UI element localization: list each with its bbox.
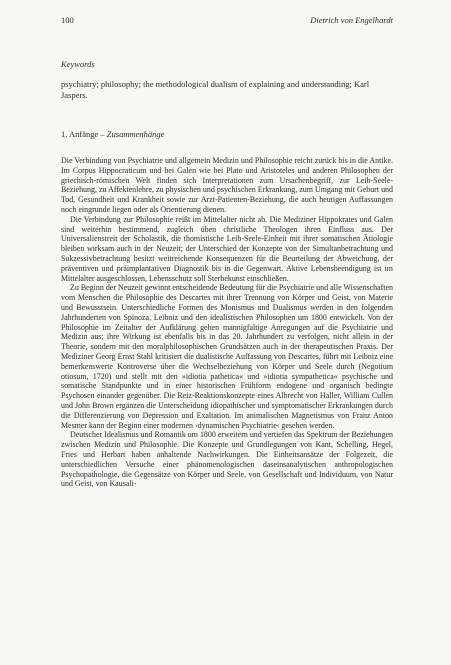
paragraph: Die Verbindung von Psychiatrie und allgemein Medizin und Philosophie reicht zurück bis in die Antike. Im Corpus Hippocraticum und bei Galen wie bei Plato und Aristoteles und anderen Philosophen der griechisch-römischen Welt finden sich Interpretationen zum Ursachenbegriff, zur Leib-Seele-Beziehung, zu Affektenlehre, zu physischen und psychischen Erkrankung, zum Umgang mit Geburt und Tod, Gesundheit und Krankheit sowie zur Arzt-Patienten-Beziehung, die auch heutigen Auffassungen noch eingrunde liegen oder als Orientierung dienen.	[61, 156, 393, 214]
running-header	[61, 14, 393, 26]
paragraph: Deutscher Idealismus und Romantik um 1800 erweitern und vertiefen das Spektrum der Beziehungen zwischen Medizin und Philosophie. Die Konzepte und Grundlegungen von Kant, Schelling, Hegel, Fries und Herbart haben anhaltende Nachwirkungen. Die Einheitsansätze der Folgezeit, die unterschiedlichen Versuche einer phänomenologischen daseinsanalytischen anthropologischen Psychopathologie, die Gegensätze von Körper und Seele, von Gesellschaft und Individuum, von Natur und Geist, von Kausali-	[61, 430, 393, 489]
section-title: Zusammenhänge	[106, 129, 165, 139]
running-head-author: Dietrich von Engelhardt	[310, 15, 393, 25]
keywords-heading: Keywords	[61, 59, 95, 69]
paragraph: Die Verbindung zur Philosophie reißt im Mittelalter nicht ab. Die Mediziner Hippokrates und Galen sind weiterhin bestimmend, zugleich üben christliche Theologen ihren Einfluss aus. Der Universalienstreit der Scholastik, die thomistische Leib-Seele-Einheit mit ihrer somatischen Ätiologie bleiben wirksam auch in der Neuzeit; der Unterschied der Konzepte von der Simultanbetrachtung und Sukzessivbetrachtung besitzt weitreichende Konsequenzen für die Beurteilung der Abweichung, der präventiven und präimplantativen Diagnostik bis in die Gegenwart. Aktive Lebensbeendigung ist im Mittelalter ausgeschlossen, Lebensschutz soll Sterbekunst einschließen.	[61, 214, 393, 283]
page-number: 100	[61, 15, 74, 25]
section-number: 1. Anfänge –	[61, 129, 107, 139]
paragraph: Zu Beginn der Neuzeit gewinnt entscheidende Bedeutung für die Psychiatrie und alle Wissenschaften vom Menschen die Philosophie des Descartes mit ihrer Trennung von Körper und Geist, von Materie und Bewusstsein. Unterschiedliche Formen des Monismus und Dualismus werden in den folgenden Jahrhunderten von Spinoza, Leibniz und den idealistischen Philosophen um 1800 entwickelt. Von der Philosophie im Zeitalter der Aufklärung gehen mannigfaltige Anregungen auf die Psychiatrie und Medizin aus; ihre Wirkung ist ebenfalls bis in das 20. Jahrhundert zu verfolgen, nicht allein in der Theorie, sondern mit den moralphilosophischen Grundsätzen auch in der therapeutischen Praxis. Der Mediziner Georg Ernst Stahl kritisiert die dualistische Auffassung von Descartes, führt mit Leibniz eine bemerkenswerte Kontroverse über die Wechselbeziehung von Körper und Seele durch (Negotium otiosum, 1720) und stellt mit den »idiotia pathetica« und »idiotia sympathetica« psychische und somatische Standpunkte und in einer historischen Frühform endogene und organisch bedingte Psychosen einander gegenüber. Die Reiz-Reaktionskonzepte eines Albrecht von Haller, William Cullen und John Brown ergänzen die Unterscheidung idiopathischer und symptomatischer Erkrankungen durch die Differenzierung von Depression und Exaltation. Im animalischen Magnetismus von Franz Anton Mesmer kann der Beginn einer modernen ›dynamischen Psychiatrie‹ gesehen werden.	[61, 283, 393, 430]
keywords-text: psychiatry; philosophy; the methodological dualism of explaining and understanding; Karl Jaspers.	[61, 79, 370, 100]
section-heading	[61, 129, 164, 139]
body-text	[61, 156, 393, 489]
